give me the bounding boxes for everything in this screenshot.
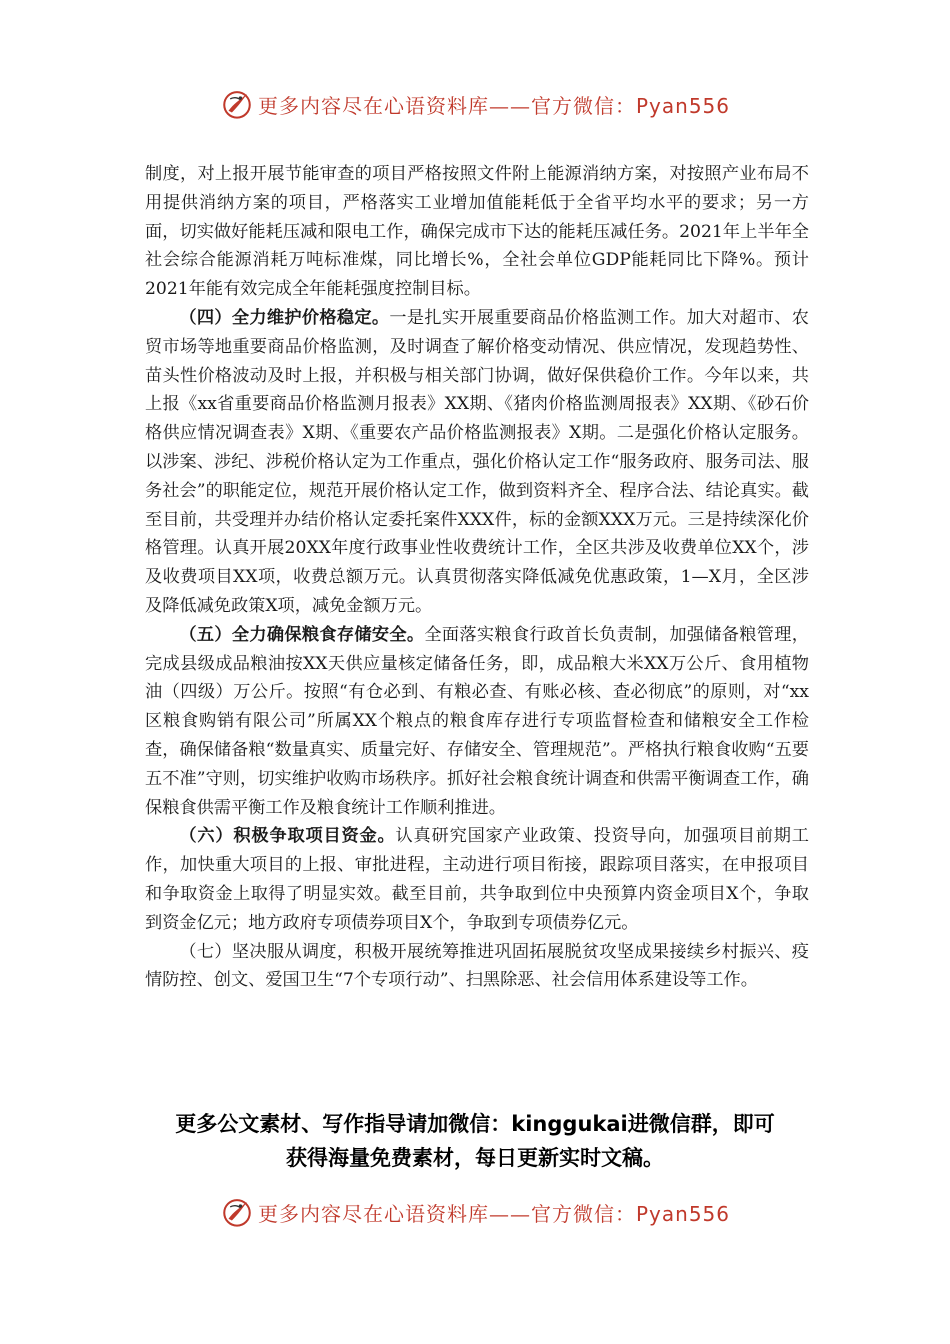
phoenix-logo-icon [220, 87, 254, 121]
section-heading: （四）全力维护价格稳定。 [179, 307, 390, 328]
paragraph-grain-storage: （五）全力确保粮食存储安全。全面落实粮食行政首长负责制，加强储备粮管理，完成县级成品粮油按XX天供应量核定储备任务，即，成品粮大米XX万公斤、食用植物油（四级）万公斤。按照“有仓必到、有粮必查、有账必核、查必彻底”的原则，对“xx区粮食购销有限公司”所属XX个粮点的粮食库存进行专项监督检查和储粮安全工作检查，确保储备粮“数量真实、质量完好、存储安全、管理规范”。严格执行粮食收购“五要五不准”守则，切实维护收购市场秩序。抓好社会粮食统计调查和供需平衡调查工作，确保粮食供需平衡工作及粮食统计工作顺利推进。 [145, 624, 809, 818]
paragraph-price-stability: （四）全力维护价格稳定。一是扎实开展重要商品价格监测工作。加大对超市、农贸市场等地重要商品价格监测，及时调查了解价格变动情况、供应情况，发现趋势性、苗头性价格波动及时上报，并积极与相关部门协调，做好保供稳价工作。今年以来，共上报《xx省重要商品价格监测月报表》XX期、《猪肉价格监测周报表》XX期、《砂石价格供应情况调查表》X期、《重要农产品价格监测报表》X期。二是强化价格认定服务。以涉案、涉纪、涉税价格认定为工作重点，强化价格认定工作“服务政府、服务司法、服务社会”的职能定位，规范开展价格认定工作，做到资料齐全、程序合法、结论真实。截至目前，共受理并办结价格认定委托案件XXX件，标的金额XXX万元。三是持续深化价格管理。认真开展20XX年度行政事业性收费统计工作，全区共涉及收费单位XX个，涉及收费项目XX项，收费总额万元。认真贯彻落实降低减免优惠政策，1—X月，全区涉及降低减免政策X项，减免金额万元。 [145, 307, 809, 616]
paragraph-dispatch: （七）坚决服从调度，积极开展统筹推进巩固拓展脱贫攻坚成果接续乡村振兴、疫情防控、创文、爱国卫生“7个专项行动”、扫黑除恶、社会信用体系建设等工作。 [145, 941, 809, 991]
promo-line-1: 更多公文素材、写作指导请加微信：kinggukai进微信群，即可 [175, 1112, 775, 1136]
header-watermark-banner [0, 84, 950, 124]
section-heading: （六）积极争取项目资金。 [179, 826, 396, 847]
promo-line-2: 获得海量免费素材，每日更新实时文稿。 [286, 1146, 664, 1170]
promo-notice [0, 1107, 950, 1175]
banner-text: 更多内容尽在心语资料库——官方微信：Pyan556 [257, 93, 730, 118]
document-body [145, 160, 809, 995]
banner-text: 更多内容尽在心语资料库——官方微信：Pyan556 [257, 1201, 730, 1226]
paragraph-project-funds: （六）积极争取项目资金。认真研究国家产业政策、投资导向，加强项目前期工作，加快重大项目的上报、审批进程，主动进行项目衔接，跟踪项目落实，在申报项目和争取资金上取得了明显实效。截至目前，共争取到位中央预算内资金项目X个，争取到资金亿元；地方政府专项债券项目X个，争取到专项债券亿元。 [145, 826, 809, 933]
section-heading: （五）全力确保粮食存储安全。 [179, 624, 425, 645]
paragraph-continuation: 制度，对上报开展节能审查的项目严格按照文件附上能源消纳方案，对按照产业布局不用提供消纳方案的项目，严格落实工业增加值能耗低于全省平均水平的要求；另一方面，切实做好能耗压减和限电工作，确保完成市下达的能耗压减任务。2021年上半年全社会综合能源消耗万吨标准煤，同比增长%，全社会单位GDP能耗同比下降%。预计2021年能有效完成全年能耗强度控制目标。 [145, 164, 809, 300]
phoenix-logo-icon [220, 1195, 254, 1229]
footer-watermark-banner [0, 1192, 950, 1232]
